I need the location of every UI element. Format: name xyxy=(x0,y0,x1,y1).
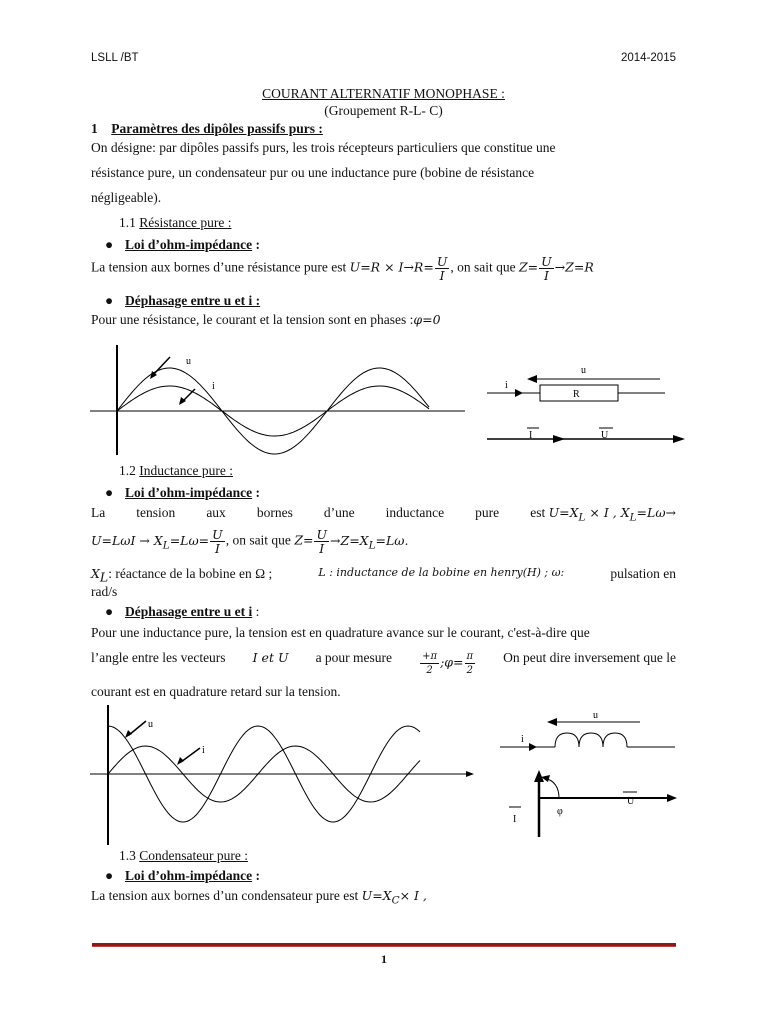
wave-label-i: i xyxy=(202,745,205,756)
figure-1-resistor-circuit xyxy=(485,365,685,450)
figure-2-inductor-circuit xyxy=(495,710,685,840)
section-1-2-heading: 1.2 Inductance pure : xyxy=(119,463,233,478)
circuit-label-u: u xyxy=(581,365,586,376)
section-1-heading: 1 Paramètres des dipôles passifs purs : xyxy=(91,121,323,136)
header-left: LSLL /BT xyxy=(91,52,139,64)
section-1-2-para-3: courant est en quadrature retard sur la tension. xyxy=(91,684,341,699)
section-1-2-para-2: l’angle entre les vecteurs I et U a pour mesure $\frac{+\pi}{2}$ ;φ= $\frac{\pi}{2}$ On peut dire inversement que le xyxy=(91,650,676,676)
section-1-3-heading: 1.3 Condensateur pure : xyxy=(119,848,248,863)
section-1-2-bullet-1: ● Loi d’ohm-impédance : xyxy=(105,485,261,500)
figure-2-waveforms xyxy=(90,705,475,845)
section-1-para-2: résistance pure, un condensateur pur ou une inductance pure (bobine de résistance xyxy=(91,165,535,180)
circuit-label-u: u xyxy=(593,710,598,721)
footer-rule xyxy=(92,943,676,947)
wave-label-u: u xyxy=(186,356,191,367)
vector-label-I: I xyxy=(513,814,517,825)
section-1-2-line-2: $U=L\omega I \to X_L=L\omega=$ $\frac{U}{I}$ , on sait que Z= $\frac{U}{I}$ $\to Z=X_L=L\omega$. xyxy=(91,527,409,556)
vector-label-I: I xyxy=(529,430,533,441)
vector-label-U: U xyxy=(627,796,635,807)
phasor-angle-label: φ xyxy=(557,806,563,817)
section-1-1-heading: 1.1 Résistance pure : xyxy=(119,215,232,230)
section-1-1-equation: La tension aux bornes d’une résistance pure est U=R × I→R= $\frac{U}{I}$ , on sait que Z= $\frac{U}{I}$ →Z=R xyxy=(91,254,594,283)
page-title: COURANT ALTERNATIF MONOPHASE : xyxy=(262,86,505,101)
header-right: 2014-2015 xyxy=(621,52,676,64)
wave-label-i: i xyxy=(212,381,215,392)
section-1-3-bullet-1: ● Loi d’ohm-impédance : xyxy=(105,868,261,883)
section-1-2-bullet-2: ● Déphasage entre u et i : xyxy=(105,604,260,619)
coil-symbol xyxy=(555,733,627,747)
page-number: 1 xyxy=(381,952,387,966)
resistor-label: R xyxy=(573,389,580,400)
page-subtitle: (Groupement R-L- C) xyxy=(324,103,443,118)
vector-label-U: U xyxy=(601,430,609,441)
section-1-2-line-1: La tension aux bornes d’une inductance pure est $U=X_L \times I$ , $X_L=L\omega\to$ xyxy=(91,505,676,524)
section-1-2-xl-definition: $X_L$: réactance de la bobine en Ω ; L : inductance de la bobine en henry(H) ; ω: pulsation en xyxy=(91,566,676,585)
wave-label-u: u xyxy=(148,719,153,730)
section-1-3-equation: La tension aux bornes d’un condensateur pure est $U=X_C\times I$ , xyxy=(91,888,427,907)
section-1-2-para-1: Pour une inductance pure, la tension est en quadrature avance sur le courant, c'est-à-dire que xyxy=(91,625,590,640)
circuit-label-i: i xyxy=(521,734,524,745)
section-1-2-xl-unit: rad/s xyxy=(91,584,118,599)
section-1-1-bullet-1: ● Loi d’ohm-impédance : xyxy=(105,237,261,252)
section-1-para-1: On désigne: par dipôles passifs purs, les trois récepteurs particuliers que constitue une xyxy=(91,140,556,155)
figure-1-waveforms xyxy=(90,345,470,460)
section-1-1-phase-text: Pour une résistance, le courant et la tension sont en phases :φ=0 xyxy=(91,312,441,327)
section-1-1-bullet-2: ● Déphasage entre u et i : xyxy=(105,293,261,308)
section-1-para-3: négligeable). xyxy=(91,190,162,205)
circuit-label-i: i xyxy=(505,380,508,391)
